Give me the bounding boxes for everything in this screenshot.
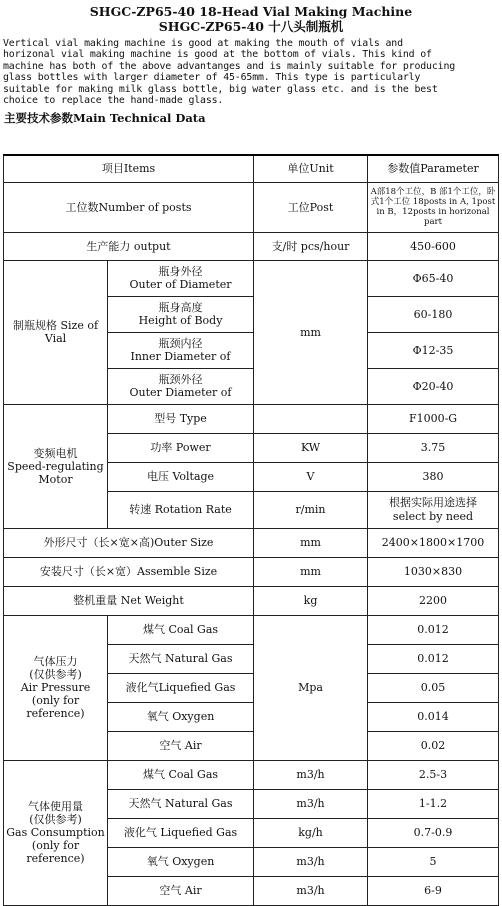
vial-value: Φ12-35 <box>368 332 499 368</box>
description: Vertical vial making machine is good at making the mouth of vials and horizonal vial making machine is good at the bottom of vials. This kind of machine has both of the above advantanges and is mainly suitable for producing glass bottles with larger diameter of 45-65mm. This type is particularly suitable for making milk glass bottle, big water glass etc. and is the best choice to replace the hand-made glass. <box>3 38 456 107</box>
weight-label: 整机重量 Net Weight <box>4 586 254 615</box>
gas-item: 液化气Liquefied Gas <box>108 673 254 702</box>
weight-value: 2200 <box>368 586 499 615</box>
assemble-size-unit: mm <box>254 557 368 586</box>
title-english: SHGC-ZP65-40 18-Head Vial Making Machine <box>89 4 413 19</box>
gas-value: 5 <box>368 847 499 876</box>
motor-value: 根据实际用途选择 select by need <box>368 491 499 528</box>
gas-value: 0.02 <box>368 731 499 760</box>
gas-item: 氧气 Oxygen <box>108 702 254 731</box>
header-unit: 单位Unit <box>254 155 368 182</box>
vial-item: 瓶颈外径 Outer Diameter of <box>108 368 254 404</box>
gas-unit: m3/h <box>254 760 368 789</box>
motor-item: 型号 Type <box>108 404 254 433</box>
gas-unit: m3/h <box>254 876 368 905</box>
capacity-unit: 支/时 pcs/hour <box>254 232 368 260</box>
vial-item: 瓶颈内径 Inner Diameter of <box>108 332 254 368</box>
gas-item: 氧气 Oxygen <box>108 847 254 876</box>
gas-consumption-group-label: 气体使用量 (仅供参考) Gas Consumption (only for reference) <box>4 760 108 905</box>
gas-item: 天然气 Natural Gas <box>108 789 254 818</box>
motor-item: 转速 Rotation Rate <box>108 491 254 528</box>
gas-unit: kg/h <box>254 818 368 847</box>
motor-unit <box>254 404 368 433</box>
section-title: 主要技术参数Main Technical Data <box>4 111 206 126</box>
motor-unit: V <box>254 462 368 491</box>
gas-value: 0.012 <box>368 644 499 673</box>
table-row <box>4 586 499 615</box>
outer-size-label: 外形尺寸（长×宽×高)Outer Size <box>4 528 254 557</box>
posts-unit: 工位Post <box>254 182 368 232</box>
vial-unit: mm <box>254 260 368 404</box>
gas-item: 空气 Air <box>108 731 254 760</box>
table-row <box>4 182 499 232</box>
table-row <box>4 232 499 260</box>
outer-size-value: 2400×1800×1700 <box>368 528 499 557</box>
table-row <box>4 404 499 433</box>
vial-value: 60-180 <box>368 296 499 332</box>
motor-value: F1000-G <box>368 404 499 433</box>
table-row <box>4 615 499 644</box>
motor-item: 电压 Voltage <box>108 462 254 491</box>
assemble-size-value: 1030×830 <box>368 557 499 586</box>
assemble-size-label: 安装尺寸（长×宽）Assemble Size <box>4 557 254 586</box>
motor-value: 3.75 <box>368 433 499 462</box>
gas-unit: m3/h <box>254 789 368 818</box>
capacity-value: 450-600 <box>368 232 499 260</box>
technical-data-table <box>3 154 499 906</box>
gas-item: 煤气 Coal Gas <box>108 615 254 644</box>
motor-unit: KW <box>254 433 368 462</box>
gas-item: 液化气 Liquefied Gas <box>108 818 254 847</box>
gas-value: 1-1.2 <box>368 789 499 818</box>
motor-item: 功率 Power <box>108 433 254 462</box>
header-items: 项目Items <box>4 155 254 182</box>
gas-item: 空气 Air <box>108 876 254 905</box>
motor-value: 380 <box>368 462 499 491</box>
gas-value: 6-9 <box>368 876 499 905</box>
table-row <box>4 260 499 296</box>
vial-value: Φ20-40 <box>368 368 499 404</box>
title-chinese: SHGC-ZP65-40 十八头制瓶机 <box>158 19 344 34</box>
table-row <box>4 557 499 586</box>
vial-item: 瓶身外径 Outer of Diameter <box>108 260 254 296</box>
vial-group-label: 制瓶规格 Size of Vial <box>4 260 108 404</box>
header-parameter: 参数值Parameter <box>368 155 499 182</box>
gas-item: 煤气 Coal Gas <box>108 760 254 789</box>
gas-item: 天然气 Natural Gas <box>108 644 254 673</box>
posts-value: A部18个工位，B 部1个工位，卧式1个工位 18posts in A, 1post in B，12posts in horizonal part <box>368 182 499 232</box>
air-pressure-unit: Mpa <box>254 615 368 760</box>
table-row <box>4 528 499 557</box>
gas-value: 0.014 <box>368 702 499 731</box>
vial-value: Φ65-40 <box>368 260 499 296</box>
motor-unit: r/min <box>254 491 368 528</box>
gas-unit: m3/h <box>254 847 368 876</box>
weight-unit: kg <box>254 586 368 615</box>
posts-label: 工位数Number of posts <box>4 182 254 232</box>
table-header-row <box>4 155 499 182</box>
gas-value: 0.012 <box>368 615 499 644</box>
motor-group-label: 变频电机 Speed-regulating Motor <box>4 404 108 528</box>
table-row <box>4 760 499 789</box>
gas-value: 0.05 <box>368 673 499 702</box>
vial-item: 瓶身高度 Height of Body <box>108 296 254 332</box>
air-pressure-group-label: 气体压力 (仅供参考) Air Pressure (only for reference) <box>4 615 108 760</box>
outer-size-unit: mm <box>254 528 368 557</box>
gas-value: 2.5-3 <box>368 760 499 789</box>
gas-value: 0.7-0.9 <box>368 818 499 847</box>
capacity-label: 生产能力 output <box>4 232 254 260</box>
